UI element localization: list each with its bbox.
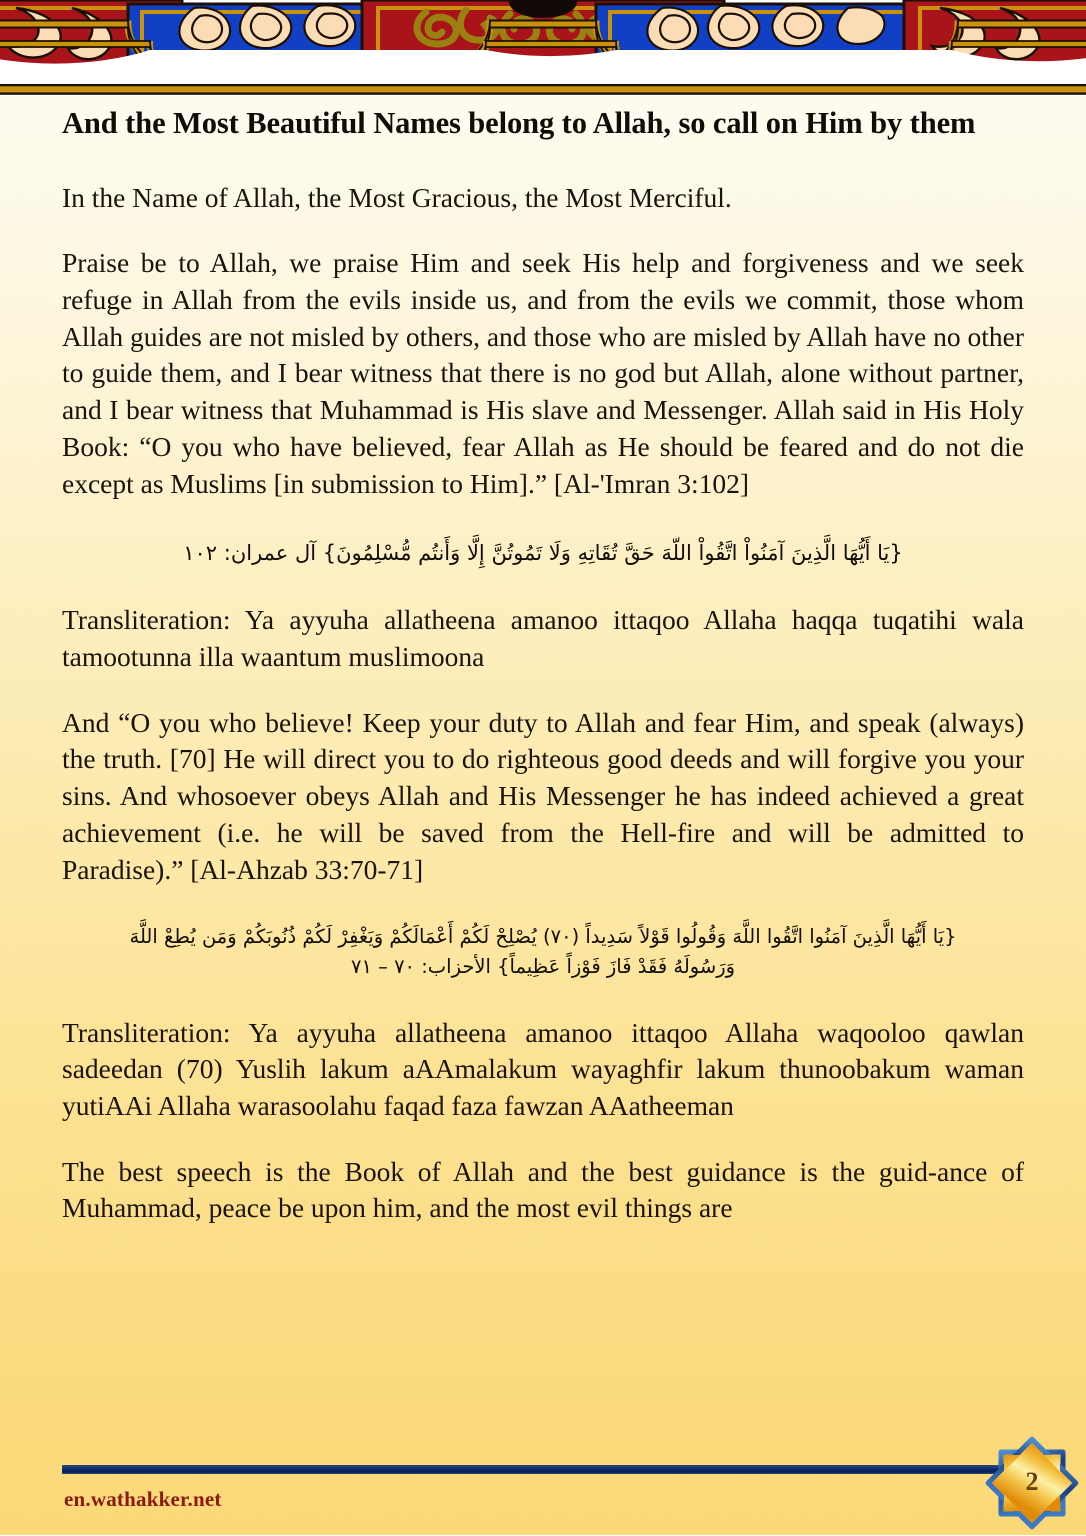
quran-verse-al-imran bbox=[62, 536, 1024, 570]
ahzab-paragraph: And “O you who believe! Keep your duty to Allah and fear Him, and speak (always) the truth. [70] He will direct you to do righteous good deeds and will forgive you your sins. And whosoever obeys Allah and His Messenger he has indeed achieved a great achievement (i.e. he will be saved from the Hell-fire and will be admitted to Paradise).” [Al-Ahzab 33:70-71] bbox=[62, 706, 1024, 885]
khutbah-paragraph: Praise be to Allah, we praise Him and seek His help and forgiveness and we seek refuge in Allah from the evils inside us, and from the evils we commit, those whom Allah guides are not misled by others, and those who are misled by Allah have no other to guide them, and I bear witness that there is no god but Allah, alone without partner, and I bear witness that Muhammad is His slave and Messenger. Allah said in His Holy Book: “O you who have believed, fear Allah as He should be feared and do not die except as Muslims [in submission to Him].” [Al-'Imran 3:102] bbox=[62, 247, 1024, 499]
transliteration-al-ahzab: Transliteration: Ya ayyuha allatheena amanoo ittaqoo Allaha waqooloo qawlan sadeedan (70) Yuslih lakum aAAmalakum wayaghfir lakum thunoobakum waman yutiAAi Allaha warasoolahu faqad faza fawzan AAatheeman bbox=[62, 1016, 1024, 1122]
footer-divider-rule bbox=[62, 1465, 1017, 1474]
page-content bbox=[0, 96, 1086, 1227]
decorative-header-band bbox=[0, 0, 1086, 96]
islamic-ornament-svg bbox=[0, 0, 1086, 96]
quran-verse-al-imran-text: {يَا أَيُّهَا الَّذِينَ آمَنُواْ اتَّقُواْ اللّهَ حَقَّ تُقَاتِهِ وَلَا تَمُوتُنَّ إِلَّا وَأَنتُم مُّسْلِمُونَ} آل عمران: ١٠٢ bbox=[183, 541, 903, 566]
transliteration-al-imran: Transliteration: Ya ayyuha allatheena amanoo ittaqoo Allaha haqqa tuqatihi wala tamootunna illa waantum muslimoona bbox=[62, 604, 1024, 672]
closing-paragraph: The best speech is the Book of Allah and the best guidance is the guid-ance of Muhammad, peace be upon him, and the most evil things are bbox=[62, 1155, 1024, 1224]
page-number-badge bbox=[984, 1435, 1080, 1531]
quran-verse-al-ahzab bbox=[62, 922, 1024, 982]
page-footer bbox=[0, 1431, 1086, 1535]
page-number-value: 2 bbox=[1025, 1467, 1039, 1496]
quran-verse-al-ahzab-line1: {يَا أَيُّهَا الَّذِينَ آمَنُوا اتَّقُوا اللَّهَ وَقُولُوا قَوْلاً سَدِيداً (٧٠) يُصْلِحْ لَكُمْ أَعْمَالَكُمْ وَيَغْفِرْ لَكُمْ ذُنُوبَكُمْ وَمَن يُطِعْ اللَّهَ bbox=[129, 925, 957, 949]
quran-verse-al-ahzab-line2: وَرَسُولَهُ فَقَدْ فَازَ فَوْزاً عَظِيماً} الأحزاب: ٧٠ – ٧١ bbox=[350, 955, 736, 979]
page-title: And the Most Beautiful Names belong to Allah, so call on Him by them bbox=[62, 106, 976, 140]
site-url-label: en.wathakker.net bbox=[64, 1487, 222, 1511]
basmala-paragraph: In the Name of Allah, the Most Gracious, the Most Merciful. bbox=[62, 181, 732, 213]
